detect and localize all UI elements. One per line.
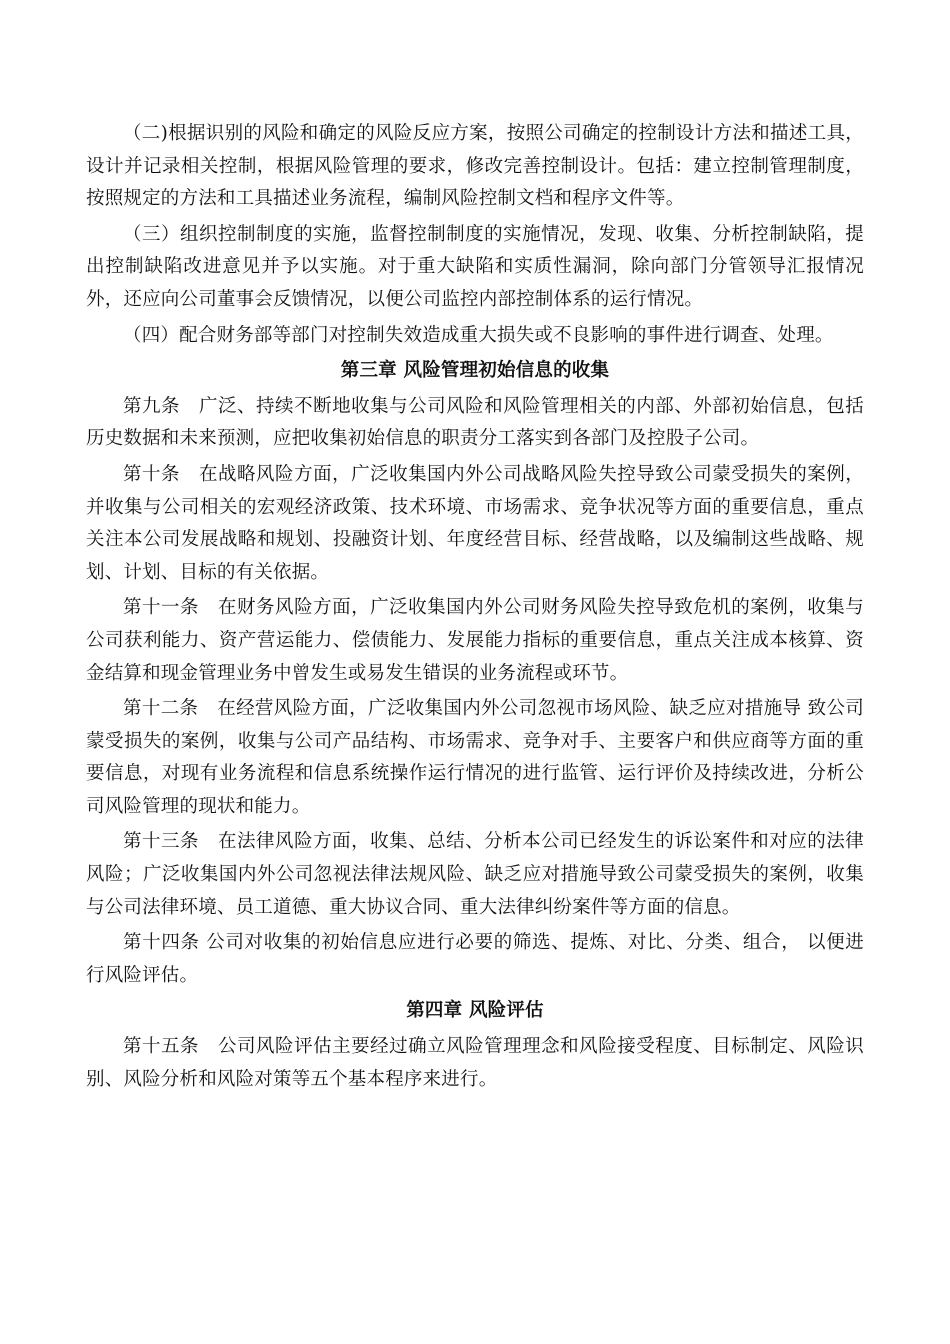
paragraph-investigation: （四）配合财务部等部门对控制失效造成重大损失或不良影响的事件进行调查、处理。 (123, 324, 834, 346)
paragraph-control-implementation: （三）组织控制制度的实施，监督控制制度的实施情况，发现、收集、分析控制缺陷，提出控制缺陷改进意见并予以实施。对于重大缺陷和实质性漏洞，除向部门分管领导汇报情况外，还应向公司董事会反馈情况，以便公司监控内部控制体系的运行情况。 (86, 223, 864, 310)
chapter-3-heading: 第三章 风险管理初始信息的收集 (340, 360, 610, 382)
article-15: 第十五条 公司风险评估主要经过确立风险管理理念和风险接受程度、目标制定、风险识别、风险分析和风险对策等五个基本程序来进行。 (86, 1036, 864, 1090)
paragraph-control-design: （二)根据识别的风险和确定的风险反应方案，按照公司确定的控制设计方法和描述工具，设计并记录相关控制，根据风险管理的要求，修改完善控制设计。包括：建立控制管理制度，按照规定的方法和工具描述业务流程，编制风险控制文档和程序文件等。 (86, 123, 864, 210)
document-page (86, 118, 864, 1099)
article-10: 第十条 在战略风险方面，广泛收集国内外公司战略风险失控导致公司蒙受损失的案例，并收集与公司相关的宏观经济政策、技术环境、市场需求、竞争状况等方面的重要信息，重点关注本公司发展战略和规划、投融资计划、年度经营目标、经营战略，以及编制这些战略、规划、计划、目标的有关依据。 (86, 463, 864, 583)
article-12: 第十二条 在经营风险方面，广泛收集国内外公司忽视市场风险、缺乏应对措施导 致公司蒙受损失的案例，收集与公司产品结构、市场需求、竞争对手、主要客户和供应商等方面的重要信息，对现有业务流程和信息系统操作运行情况的进行监管、运行评价及持续改进，分析公司风险管理的现状和能力。 (86, 698, 864, 817)
chapter-4-heading: 第四章 风险评估 (406, 1000, 544, 1022)
article-14: 第十四条 公司对收集的初始信息应进行必要的筛选、提炼、对比、分类、组合， 以便进行风险评估。 (86, 932, 864, 986)
article-13: 第十三条 在法律风险方面，收集、总结、分析本公司已经发生的诉讼案件和对应的法律风险；广泛收集国内外公司忽视法律法规风险、缺乏应对措施导致公司蒙受损失的案例，收集与公司法律环境、员工道德、重大协议合同、重大法律纠纷案件等方面的信息。 (86, 831, 864, 918)
article-11: 第十一条 在财务风险方面，广泛收集国内外公司财务风险失控导致危机的案例，收集与公司获利能力、资产营运能力、偿债能力、发展能力指标的重要信息，重点关注成本核算、资金结算和现金管理业务中曾发生或易发生错误的业务流程或环节。 (86, 597, 864, 684)
article-9: 第九条 广泛、持续不断地收集与公司风险和风险管理相关的内部、外部初始信息，包括历史数据和未来预测，应把收集初始信息的职责分工落实到各部门及控股子公司。 (86, 395, 864, 450)
